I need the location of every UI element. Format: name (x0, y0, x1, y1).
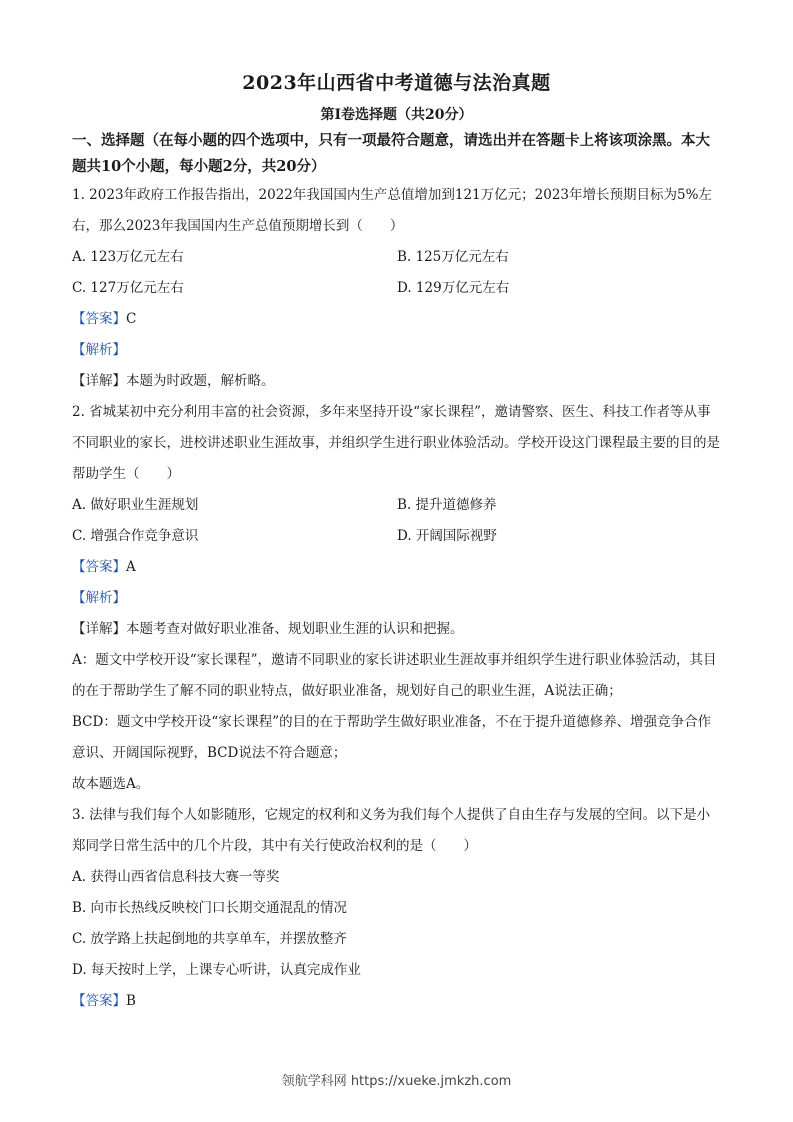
answer-label: 【答案】 (72, 993, 126, 1009)
analysis-label: 【解析】 (72, 342, 126, 358)
detail-text: 本题为时政题，解析略。 (126, 373, 275, 389)
option-d: D. 129万亿元左右 (397, 280, 510, 296)
options (72, 242, 722, 304)
explain-conclusion: 故本题选A。 (72, 776, 150, 792)
option-d: D. 开阔国际视野 (397, 528, 497, 544)
detail-text: 本题考查对做好职业准备、规划职业生涯的认识和把握。 (126, 621, 464, 637)
detail-label: 【详解】 (72, 373, 126, 389)
questions (72, 180, 722, 1017)
section-heading: 一、选择题（在每小题的四个选项中，只有一项最符合题意，请选出并在答题卡上将该项涂黑。本大题共10个小题，每小题2分，共20分） (72, 132, 710, 175)
option-c: C. 127万亿元左右 (72, 280, 184, 296)
option-b: B. 提升道德修养 (397, 497, 497, 513)
question-stem: 1. 2023年政府工作报告指出，2022年我国国内生产总值增加到121万亿元；2023年增长预期目标为5%左右，那么2023年我国国内生产总值预期增长到（ ） (72, 187, 712, 234)
options (72, 862, 722, 986)
answer-line (72, 986, 722, 1017)
question-2 (72, 397, 722, 800)
option-d: D. 每天按时上学，上课专心听讲，认真完成作业 (72, 962, 361, 978)
option-c: C. 增强合作竞争意识 (72, 528, 199, 544)
question-3 (72, 800, 722, 1017)
section-subtitle: 第Ⅰ卷选择题（共20分） (320, 107, 473, 123)
answer-value: B (126, 993, 136, 1009)
explain-bcd: BCD：题文中学校开设“家长课程”的目的在于帮助学生做好职业准备，不在于提升道德修养、增强竞争合作意识、开阔国际视野，BCD说法不符合题意； (72, 714, 712, 761)
explain-a: A：题文中学校开设“家长课程”，邀请不同职业的家长讲述职业生涯故事并组织学生进行职业体验活动，其目的在于帮助学生了解不同的职业特点，做好职业准备，规划好自己的职业生涯，A说法正确； (72, 652, 717, 699)
answer-line (72, 552, 722, 583)
answer-label: 【答案】 (72, 311, 126, 327)
question-stem: 2. 省城某初中充分利用丰富的社会资源，多年来坚持开设“家长课程”，邀请警察、医生、科技工作者等从事不同职业的家长，进校讲述职业生涯故事，并组织学生进行职业体验活动。学校开设这门课程最主要的目的是帮助学生（ ） (72, 404, 720, 482)
option-a: A. 获得山西省信息科技大赛一等奖 (72, 869, 280, 885)
analysis-label: 【解析】 (72, 590, 126, 606)
option-a: A. 做好职业生涯规划 (72, 497, 199, 513)
analysis-line (72, 583, 722, 614)
option-b: B. 向市长热线反映校门口长期交通混乱的情况 (72, 900, 348, 916)
question-stem: 3. 法律与我们每个人如影随形，它规定的权利和义务为我们每个人提供了自由生存与发展的空间。以下是小郑同学日常生活中的几个片段，其中有关行使政治权利的是（ ） (72, 807, 711, 854)
analysis-line (72, 335, 722, 366)
options (72, 490, 722, 552)
footer-watermark: 领航学科网 https://xueke.jmkzh.com (281, 1074, 512, 1089)
question-1 (72, 180, 722, 397)
detail-line (72, 366, 722, 397)
answer-line (72, 304, 722, 335)
detail-label: 【详解】 (72, 621, 126, 637)
answer-label: 【答案】 (72, 559, 126, 575)
answer-value: A (126, 559, 136, 575)
option-b: B. 125万亿元左右 (397, 249, 509, 265)
page-title: 2023年山西省中考道德与法治真题 (242, 72, 551, 94)
option-a: A. 123万亿元左右 (72, 249, 184, 265)
option-c: C. 放学路上扶起倒地的共享单车，并摆放整齐 (72, 931, 347, 947)
answer-value: C (126, 311, 137, 327)
detail-line (72, 614, 722, 645)
